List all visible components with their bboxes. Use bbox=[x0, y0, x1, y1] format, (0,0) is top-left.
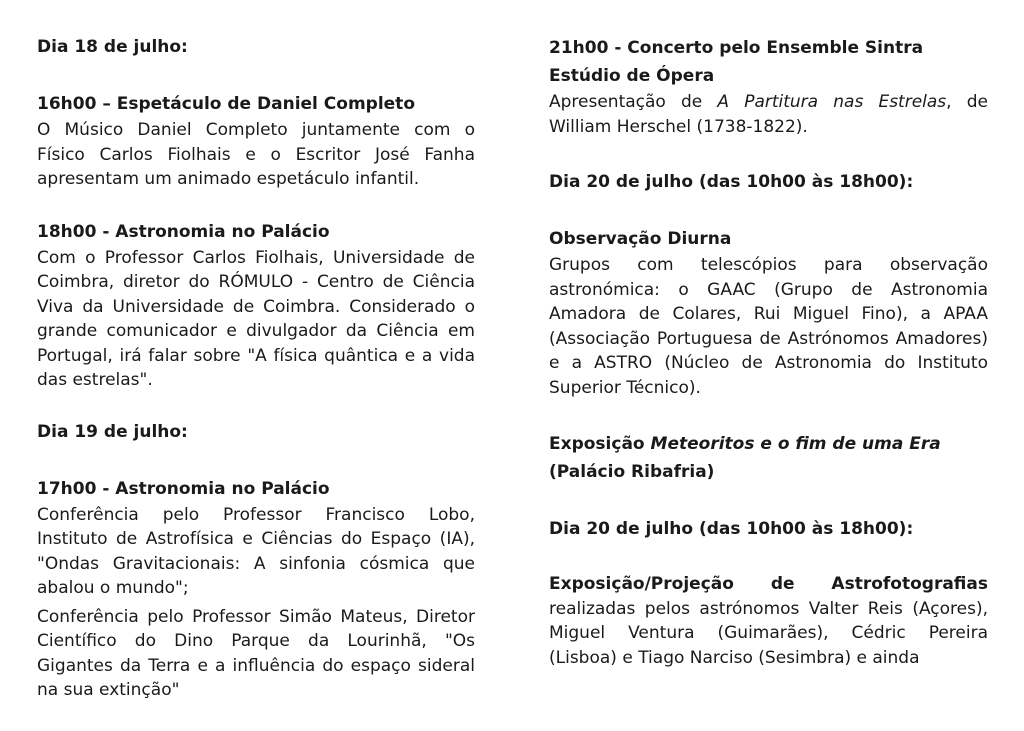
astrofotografias-text: realizadas pelos astrónomos Valter Reis (Açores), Miguel Ventura (Guimarães), Cédric Pereira (Lisboa) e Tiago Narciso (Sesimbra) e ainda bbox=[549, 598, 988, 668]
event-text-astronomia-18h: Com o Professor Carlos Fiolhais, Universidade de Coimbra, diretor do RÓMULO - Centro de Ciência Viva da Universidade de Coimbra. Considerado o grande comunicador e divulgador da Ciência em Portugal, irá falar sobre "A física quântica e a vida das estrelas". bbox=[37, 247, 475, 390]
astrofotografias-title: Exposição/Projeção de Astrofotografias bbox=[549, 574, 988, 594]
concerto-text-a: Apresentação de bbox=[549, 92, 718, 112]
exposicao-title-part2: fim de uma Era bbox=[795, 434, 941, 454]
event-text-concerto bbox=[549, 90, 988, 139]
event-text-observacao-diurna: Grupos com telescópios para observação astronómica: o GAAC (Grupo de Astronomia Amadora de Colares, Rui Miguel Fino), a APAA (Associação Portuguesa de Astrónomos Amadores) e a ASTRO (Núcleo de Astronomia do Instituto Superior Técnico). bbox=[549, 255, 988, 398]
right-column bbox=[549, 34, 988, 670]
exposicao-label: Exposição bbox=[549, 434, 651, 454]
event-title-astronomia-18h: 18h00 - Astronomia no Palácio bbox=[37, 221, 330, 242]
event-title-daniel-completo: 16h00 – Espetáculo de Daniel Completo bbox=[37, 94, 415, 114]
concerto-work-title: A Partitura nas Estrelas bbox=[717, 92, 947, 112]
left-column bbox=[37, 34, 475, 703]
event-title-astronomia-17h: 17h00 - Astronomia no Palácio bbox=[37, 478, 330, 499]
event-text-daniel-completo: O Músico Daniel Completo juntamente com o Físico Carlos Fiolhais e o Escritor José Fanha apresentam um animado espetáculo infantil. bbox=[37, 120, 475, 189]
event-title-concerto-line2: Estúdio de Ópera bbox=[549, 66, 715, 86]
event-title-observacao-diurna: Observação Diurna bbox=[549, 229, 732, 249]
day-heading-18: Dia 18 de julho: bbox=[37, 37, 188, 57]
event-title-concerto-line1: 21h00 - Concerto pelo Ensemble Sintra bbox=[549, 38, 924, 58]
day-heading-19: Dia 19 de julho: bbox=[37, 421, 188, 442]
day-heading-20-second: Dia 20 de julho (das 10h00 às 18h00): bbox=[549, 519, 914, 539]
event-text-conferencia-lobo: Conferência pelo Professor Francisco Lobo, Instituto de Astrofísica e Ciências do Espaço (IA), "Ondas Gravitacionais: A sinfonia cósmica que abalou o mundo"; bbox=[37, 504, 475, 598]
event-text-astrofotografias bbox=[549, 572, 988, 670]
event-title-exposicao-meteoritos bbox=[549, 430, 988, 458]
event-text-conferencia-mateus: Conferência pelo Professor Simão Mateus, Diretor Científico do Dino Parque da Lourinhã, "Os Gigantes da Terra e a influência do espaço sideral na sua extinção" bbox=[37, 606, 475, 700]
concerto-text-b: , de William Herschel (1738-1822). bbox=[549, 92, 988, 137]
event-location-ribafria: (Palácio Ribafria) bbox=[549, 462, 715, 482]
day-heading-20-first: Dia 20 de julho (das 10h00 às 18h00): bbox=[549, 172, 914, 192]
exposicao-title-part1: Meteoritos e o bbox=[650, 434, 796, 454]
